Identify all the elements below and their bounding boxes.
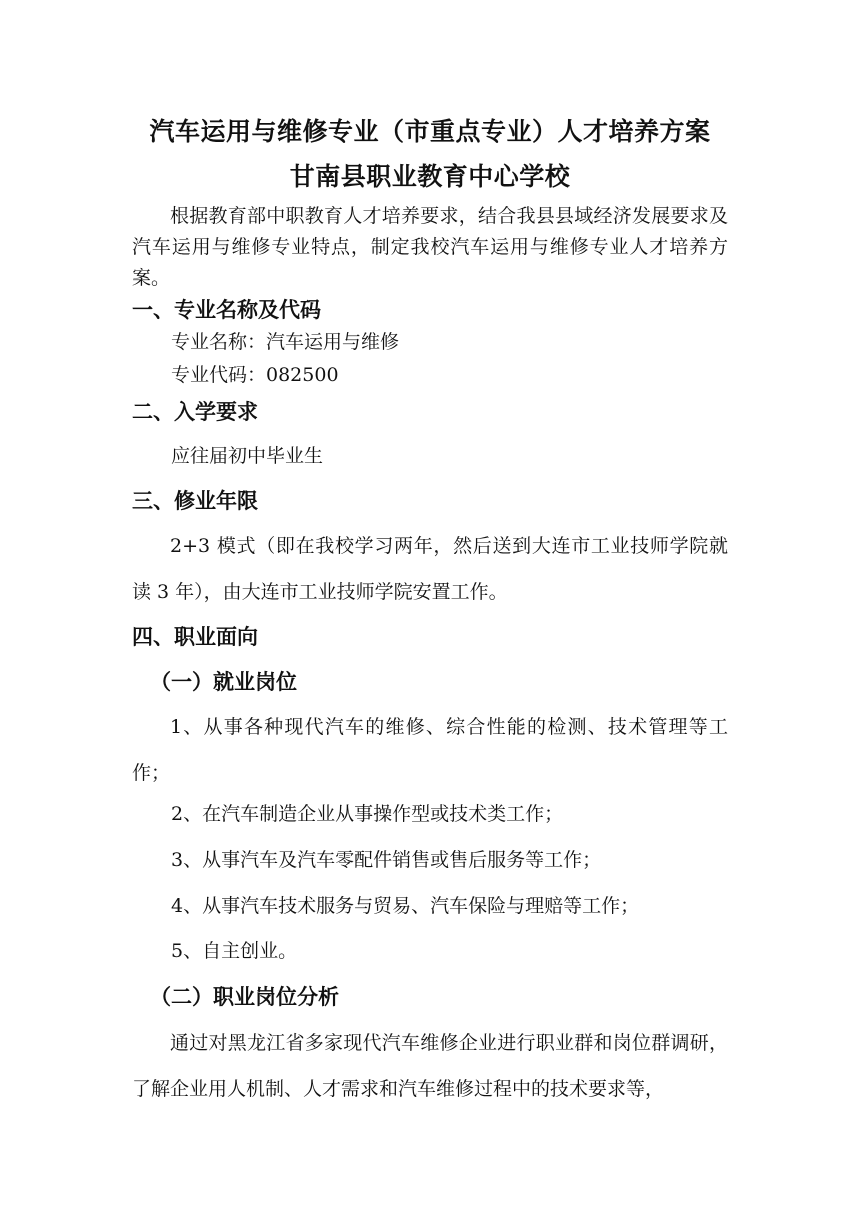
school-name: 甘南县职业教育中心学校: [289, 162, 571, 191]
analysis-paragraph: 通过对黑龙江省多家现代汽车维修企业进行职业群和岗位群调研，了解企业用人机制、人才需求和汽车维修过程中的技术要求等，: [132, 1032, 728, 1100]
job-item: 1、从事各种现代汽车的维修、综合性能的检测、技术管理等工作；: [132, 716, 728, 784]
intro-paragraph: 根据教育部中职教育人才培养要求，结合我县县域经济发展要求及汽车运用与维修专业特点，制定我校汽车运用与维修专业人才培养方案。: [132, 205, 728, 289]
duration-paragraph: 2+3 模式（即在我校学习两年，然后送到大连市工业技师学院就读 3 年），由大连市工业技师学院安置工作。: [132, 535, 728, 603]
document-title: 汽车运用与维修专业（市重点专业）人才培养方案: [149, 117, 711, 146]
major-code-line: 专业代码：082500: [171, 364, 339, 386]
section-heading-duration: 三、修业年限: [132, 489, 258, 513]
section-heading-major: 一、专业名称及代码: [132, 298, 321, 322]
job-item: 2、在汽车制造企业从事操作型或技术类工作；: [171, 803, 564, 825]
subsection-heading-analysis: （二）职业岗位分析: [150, 985, 339, 1009]
job-item: 3、从事汽车及汽车零配件销售或售后服务等工作；: [171, 849, 602, 871]
job-item: 4、从事汽车技术服务与贸易、汽车保险与理赔等工作；: [171, 895, 640, 917]
section-heading-admission: 二、入学要求: [132, 400, 258, 424]
section-heading-career: 四、职业面向: [132, 625, 258, 649]
admission-text: 应往届初中毕业生: [171, 445, 324, 467]
subsection-heading-jobs: （一）就业岗位: [150, 670, 297, 694]
job-item: 5、自主创业。: [171, 940, 298, 962]
major-name-line: 专业名称：汽车运用与维修: [171, 331, 400, 353]
